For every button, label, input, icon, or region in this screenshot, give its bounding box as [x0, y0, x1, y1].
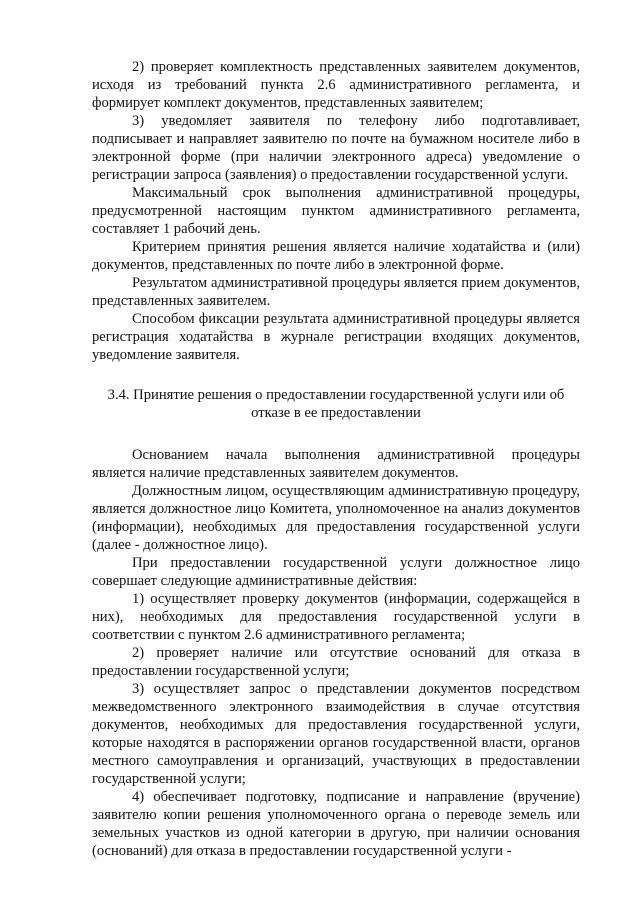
document-page: [92, 58, 580, 860]
paragraph: Способом фиксации результата административной процедуры является регистрация ходатайства в журнале регистрации входящих документов, уведомление заявителя.: [92, 311, 580, 363]
paragraph: Максимальный срок выполнения административной процедуры, предусмотренной настоящим пунктом административного регламента, составляет 1 рабочий день.: [92, 185, 580, 237]
paragraph: Критерием принятия решения является наличие ходатайства и (или) документов, представленных по почте либо в электронной форме.: [92, 239, 580, 273]
paragraph: Основанием начала выполнения административной процедуры является наличие представленных заявителем документов.: [92, 447, 580, 481]
paragraph: 4) обеспечивает подготовку, подписание и направление (вручение) заявителю копии решения уполномоченного органа о переводе земель или земельных участков из одной категории в другую, при наличии основания (оснований) для отказа в предоставлении государственной услуги -: [92, 789, 580, 859]
paragraph: 3) уведомляет заявителя по телефону либо подготавливает, подписывает и направляет заявителю по почте на бумажном носителе либо в электронной форме (при наличии электронного адреса) уведомление о регистрации запроса (заявления) о предоставлении государственной услуги.: [92, 113, 580, 183]
paragraph: Должностным лицом, осуществляющим административную процедуру, является должностное лицо Комитета, уполномоченное на анализ документов (информации), необходимых для предоставления государственной услуги (далее - должностное лицо).: [92, 483, 580, 553]
paragraph: 2) проверяет комплектность представленных заявителем документов, исходя из требований пункта 2.6 административного регламента, и формирует комплект документов, представленных заявителем;: [92, 59, 580, 111]
paragraph: При предоставлении государственной услуги должностное лицо совершает следующие административные действия:: [92, 555, 580, 589]
paragraph: 3) осуществляет запрос о представлении документов посредством межведомственного электронного взаимодействия в случае отсутствия документов, необходимых для предоставления государственной услуги, которые находятся в распоряжении органов государственной власти, органов местного самоуправления и организаций, участвующих в предоставлении государственной услуги;: [92, 681, 580, 787]
paragraph: 1) осуществляет проверку документов (информации, содержащейся в них), необходимых для предоставления государственной услуги в соответствии с пунктом 2.6 административного регламента;: [92, 591, 580, 643]
paragraph: 2) проверяет наличие или отсутствие оснований для отказа в предоставлении государственной услуги;: [92, 645, 580, 679]
paragraph: Результатом административной процедуры является прием документов, представленных заявителем.: [92, 275, 580, 309]
section-heading: 3.4. Принятие решения о предоставлении государственной услуги или об отказе в ее предоставлении: [107, 387, 565, 421]
